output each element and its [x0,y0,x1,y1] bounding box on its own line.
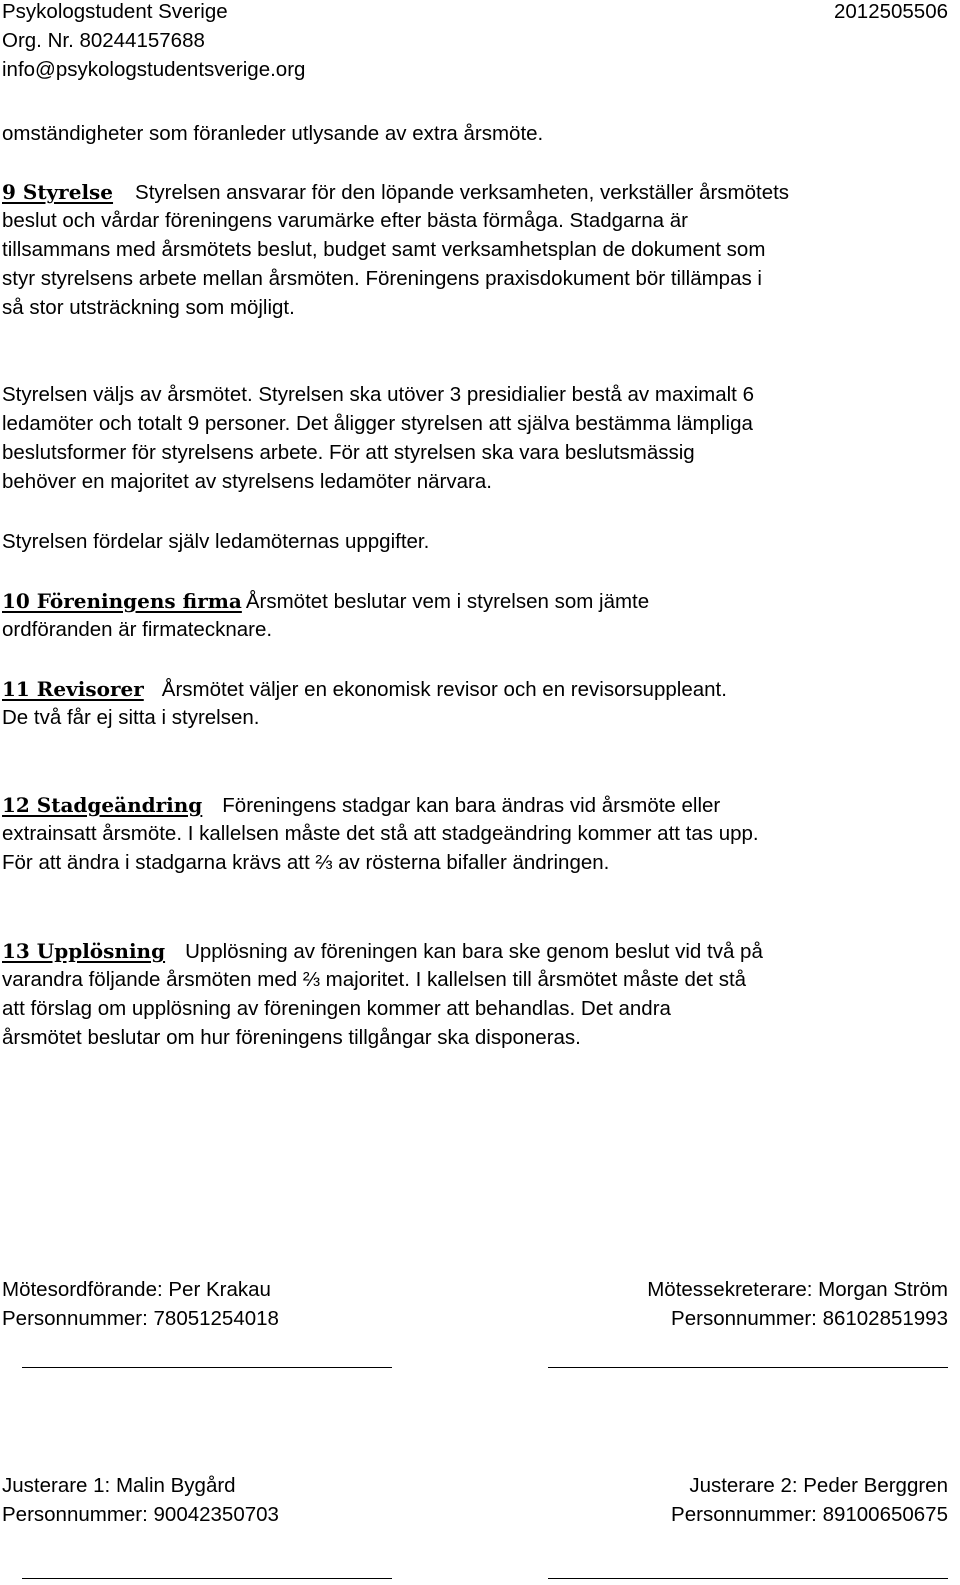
board-text: ledamöter och totalt 9 personer. Det åligger styrelsen att själva bestämma lämpliga [2,412,753,435]
section-13-text: årsmötet beslutar om hur föreningens tillgångar ska disponeras. [2,1026,581,1049]
intro-line: omständigheter som föranleder utlysande av extra årsmöte. [2,122,544,145]
adjuster-1-signature-line [22,1578,392,1579]
section-9-heading: 9 Styrelse [2,180,114,204]
chair-signatory: Mötesordförande: Per Krakau [2,1278,271,1301]
section-9-first-line [2,182,789,204]
board-text: beslutsformer för styrelsens arbete. För att styrelsen ska vara beslutsmässig [2,441,695,464]
section-11-text: Årsmötet väljer en ekonomisk revisor och en revisorsuppleant. [161,678,727,701]
section-9-text: så stor utsträckning som möjligt. [2,296,295,319]
section-11-first-line [2,679,727,701]
section-12-heading: 12 Stadgeändring [2,793,203,817]
section-9-text: Styrelsen ansvarar för den löpande verksamheten, verkställer årsmötets [135,181,790,204]
section-13-first-line [2,941,763,963]
section-12-text: extrainsatt årsmöte. I kallelsen måste det stå att stadgeändring kommer att tas upp. [2,822,759,845]
section-10-text: ordföranden är firmatecknare. [2,618,273,641]
section-13-text: Upplösning av föreningen kan bara ske genom beslut vid två på [185,940,763,963]
board-tasks-line: Styrelsen fördelar själv ledamöternas uppgifter. [2,530,430,553]
section-11-heading: 11 Revisorer [2,677,144,701]
section-13-text: varandra följande årsmöten med ⅔ majoritet. I kallelsen till årsmötet måste det stå [2,968,747,991]
adjuster-2-signature-line [548,1578,948,1579]
adjuster-1-signatory: Justerare 1: Malin Bygård [2,1474,236,1497]
section-10-text: Årsmötet beslutar vem i styrelsen som jämte [245,590,650,613]
section-12-text: Föreningens stadgar kan bara ändras vid årsmöte eller [222,794,721,817]
section-9-text: tillsammans med årsmötets beslut, budget samt verksamhetsplan de dokument som [2,238,766,261]
adjuster-2-signatory: Justerare 2: Peder Berggren [689,1474,948,1497]
board-text: behöver en majoritet av styrelsens ledamöter närvara. [2,470,492,493]
chair-signature-line [22,1367,392,1368]
section-10-heading: 10 Föreningens firma [2,589,242,613]
section-12-first-line [2,795,720,817]
board-text: Styrelsen väljs av årsmötet. Styrelsen ska utöver 3 presidialier bestå av maximalt 6 [2,383,754,406]
adjuster-2-personnummer: Personnummer: 89100650675 [671,1503,948,1526]
org-name: Psykologstudent Sverige [2,0,228,23]
section-10-first-line [2,591,649,613]
secretary-signatory: Mötessekreterare: Morgan Ström [647,1278,948,1301]
document-number: 2012505506 [833,0,948,23]
org-number: Org. Nr. 80244157688 [2,29,205,52]
org-email: info@psykologstudentsverige.org [2,58,306,81]
section-13-heading: 13 Upplösning [2,939,166,963]
section-9-text: styr styrelsens arbete mellan årsmöten. Föreningens praxisdokument bör tillämpas i [2,267,762,290]
secretary-personnummer: Personnummer: 86102851993 [671,1307,948,1330]
adjuster-1-personnummer: Personnummer: 90042350703 [2,1503,279,1526]
section-12-text: För att ändra i stadgarna krävs att ⅔ av rösterna bifaller ändringen. [2,851,610,874]
section-9-text: beslut och vårdar föreningens varumärke efter bästa förmåga. Stadgarna är [2,209,688,232]
secretary-signature-line [548,1367,948,1368]
section-11-text: De två får ej sitta i styrelsen. [2,706,260,729]
section-13-text: att förslag om upplösning av föreningen kommer att behandlas. Det andra [2,997,671,1020]
chair-personnummer: Personnummer: 78051254018 [2,1307,279,1330]
